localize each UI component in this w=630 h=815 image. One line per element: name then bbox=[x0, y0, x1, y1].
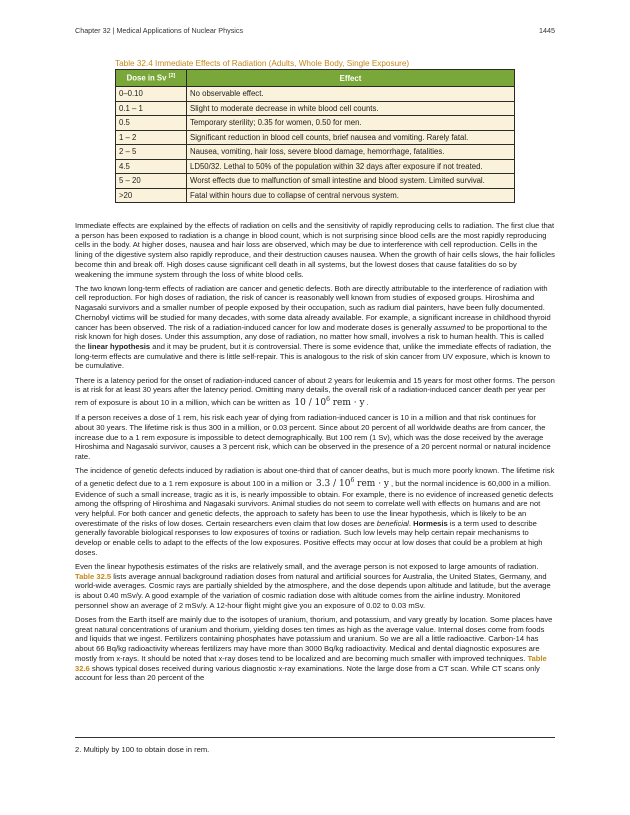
paragraph-long-term-effects: The two known long-term effects of radiation are cancer and genetic defects. Both are directly attributable to the interference of radiation with cell reproduction. For high doses of radiation, the risk of cancer is reasonably well known from studies of exposed groups. Hiroshima and Nagasaki survivors and a smaller number of people exposed by their occupation, such as radium dial painters, have been fully documented. Chernobyl victims will be studied for many decades, with some data already available. For example, a significant increase in childhood thyroid cancer has been observed. The risk of a radiation-induced cancer for low and moderate doses is generally assumed to be proportional to the risk known for high doses. Under this assumption, any dose of radiation, no matter how small, involves a risk to human health. This is called the linear hypothesis and it may be prudent, but it is controversial. There is some evidence that, unlike the immediate effects of radiation, the long-term effects are cumulative and there is little self-repair. This is analogous to the risk of skin cancer from UV exposure, which is known to be cumulative. bbox=[75, 283, 552, 371]
body-text bbox=[75, 221, 555, 687]
table-32-5-link[interactable]: Table 32.5 bbox=[75, 571, 112, 581]
dose-cell: 4.5 bbox=[116, 159, 187, 174]
page-number: 1445 bbox=[539, 26, 555, 35]
table-row bbox=[116, 116, 515, 131]
paragraph-earth-doses: Doses from the Earth itself are mainly due to the isotopes of uranium, thorium, and potassium, and vary greatly by location. Some places have great natural concentrations of uranium and thorium, yielding doses ten times as high as the average value. Internal doses come from foods and liquids that we ingest. Fertilizers containing phosphates have potassium and uranium. So we are all a little radioactive. Carbon-14 has about 66 Bq/kg radioactivity whereas fertilizers may have more than 3000 Bq/kg radioactivity. Medical and dental diagnostic exposures are mostly from x-rays. It should be noted that x-ray doses tend to be localized and are becoming much smaller with improved techniques. Table 32.6 shows typical doses received during various diagnostic x-ray examinations. Note the large dose from a CT scan. While CT scans only account for less than 20 percent of the bbox=[75, 615, 553, 683]
dose-cell: >20 bbox=[116, 188, 187, 203]
paragraph-immediate-effects: Immediate effects are explained by the effects of radiation on cells and the sensitivity of rapidly reproducing cells to radiation. The first clue that a person has been exposed to radiation is a change in blood count, which is not surprising since blood cells are the most rapidly reproducing cells in the body. At higher doses, nausea and hair loss are observed, which may be due to interference with cell reproduction. Cells in the lining of the digestive system also rapidly reproduce, and their destruction causes nausea. When the growth of hair cells slows, the hair follicles become thin and break off. High doses cause significant cell death in all systems, but the lowest doses that cause fatalities do so by weakening the immune system through the loss of white blood cells. bbox=[75, 221, 555, 279]
effect-cell: No observable effect. bbox=[187, 87, 515, 102]
table-header-row bbox=[116, 70, 515, 87]
table-32-6-link[interactable]: Table 32.6 bbox=[75, 653, 547, 673]
chapter-title: Medical Applications of Nuclear Physics bbox=[116, 26, 244, 35]
footnote-text: Multiply by 100 to obtain dose in rem. bbox=[83, 745, 210, 754]
header-separator: | bbox=[110, 26, 117, 35]
paragraph-lifetime-risk: If a person receives a dose of 1 rem, his risk each year of dying from radiation-induced cancer is 10 in a million and that risk continues for about 30 years. The lifetime risk is thus 300 in a million, or 0.03 percent. Since about 20 percent of all worldwide deaths are from cancer, the increase due to a 1 rem exposure is impossible to detect demographically. But 100 rem (1 Sv), which was the dose received by the average Hiroshima and Nagasaki survivor, causes a 3 percent risk, which can be observed in the presence of a 20 percent normal or natural incidence rate. bbox=[75, 413, 551, 461]
dose-cell: 2 – 5 bbox=[116, 145, 187, 160]
table-row bbox=[116, 87, 515, 102]
effect-cell: Fatal within hours due to collapse of central nervous system. bbox=[187, 188, 515, 203]
paragraph-latency-period: There is a latency period for the onset of radiation-induced cancer of about 2 years for leukemia and 15 years for most other forms. The person is at risk for at least 30 years after the latency period. Omitting many details, the overall risk of a radiation-induced cancer death per year per rem of exposure is about 10 in a million, which can be written as $10 / 10^6$ rem · y . bbox=[75, 375, 555, 408]
effect-column-header: Effect bbox=[187, 70, 515, 87]
table-row bbox=[116, 188, 515, 203]
effect-cell: Significant reduction in blood cell counts, brief nausea and vomiting. Rarely fatal. bbox=[187, 130, 515, 145]
effect-cell: LD50/32. Lethal to 50% of the population within 32 days after exposure if not treated. bbox=[187, 159, 515, 174]
dose-cell: 0–0.10 bbox=[116, 87, 187, 102]
dose-cell: 0.5 bbox=[116, 116, 187, 131]
term-hormesis: Hormesis bbox=[413, 518, 448, 528]
footnote-number: 2. bbox=[75, 745, 82, 754]
paragraph-background-radiation: Even the linear hypothesis estimates of the risks are relatively small, and the average person is not exposed to large amounts of radiation. Table 32.5 lists average annual background radiation doses from natural and artificial sources for Australia, the United States, Germany, and world-wide averages. Cosmic rays are partially shielded by the atmosphere, and the dose depends upon altitude and latitude, but the average is about 0.40 mSv/y. A good example of the variation of cosmic radiation dose with altitude comes from the airline industry. Monitored personnel show an average of 2 mSv/y. A 12-hour flight might give you an exposure of 0.02 to 0.03 mSv. bbox=[75, 562, 551, 610]
dose-cell: 0.1 – 1 bbox=[116, 101, 187, 116]
dose-cell: 5 – 20 bbox=[116, 174, 187, 189]
effect-cell: Temporary sterility; 0.35 for women, 0.50 for men. bbox=[187, 116, 515, 131]
table-row bbox=[116, 101, 515, 116]
dose-cell: 1 – 2 bbox=[116, 130, 187, 145]
genetic-risk-formula: $3.3 / 10^6$ rem · y bbox=[315, 476, 390, 489]
table-row bbox=[116, 159, 515, 174]
term-linear-hypothesis: linear hypothesis bbox=[87, 341, 151, 351]
effect-cell: Slight to moderate decrease in white blood cell counts. bbox=[187, 101, 515, 116]
effect-cell: Worst effects due to malfunction of small intestine and blood system. Limited survival. bbox=[187, 174, 515, 189]
page-header bbox=[75, 26, 555, 35]
table-row bbox=[116, 174, 515, 189]
dose-column-header: Dose in Sv [2] bbox=[116, 70, 187, 87]
footnote-reference[interactable]: [2] bbox=[168, 73, 176, 80]
footnote bbox=[75, 745, 555, 754]
risk-formula: $10 / 10^6$ rem · y bbox=[294, 395, 365, 408]
paragraph-genetic-defects: The incidence of genetic defects induced by radiation is about one-third that of cancer deaths, but is much more poorly known. The lifetime risk of a genetic defect due to a 1 rem exposure is about 100 in a million or $3.3 / 10^6$ rem · y , but the normal incidence is 60,000 in a million. Evidence of such a small increase, tragic as it is, is nearly impossible to obtain. For example, there is no evidence of increased genetic defects among the offspring of Hiroshima and Nagasaki survivors. Animal studies do not seem to correlate well with effects on humans and are not very helpful. For both cancer and genetic defects, the approach to safety has been to use the linear hypothesis, which is likely to be an overestimate of the risks of low doses. Certain researchers even claim that low doses are beneficial. Hormesis is a term used to describe generally favorable biological responses to low exposures of toxins or radiation. Such low levels may help certain repair mechanisms to develop or enable cells to adapt to the effects of the low exposures. Positive effects may occur at low doses that could be a problem at high doses. bbox=[75, 466, 555, 557]
table-row bbox=[116, 145, 515, 160]
table-row bbox=[116, 130, 515, 145]
footnote-divider bbox=[75, 737, 555, 738]
table-caption: Table 32.4 Immediate Effects of Radiation (Adults, Whole Body, Single Exposure) bbox=[115, 59, 410, 68]
effect-cell: Nausea, vomiting, hair loss, severe blood damage, hemorrhage, fatalities. bbox=[187, 145, 515, 160]
chapter-label: Chapter 32 bbox=[75, 26, 111, 35]
radiation-effects-table bbox=[115, 69, 515, 203]
